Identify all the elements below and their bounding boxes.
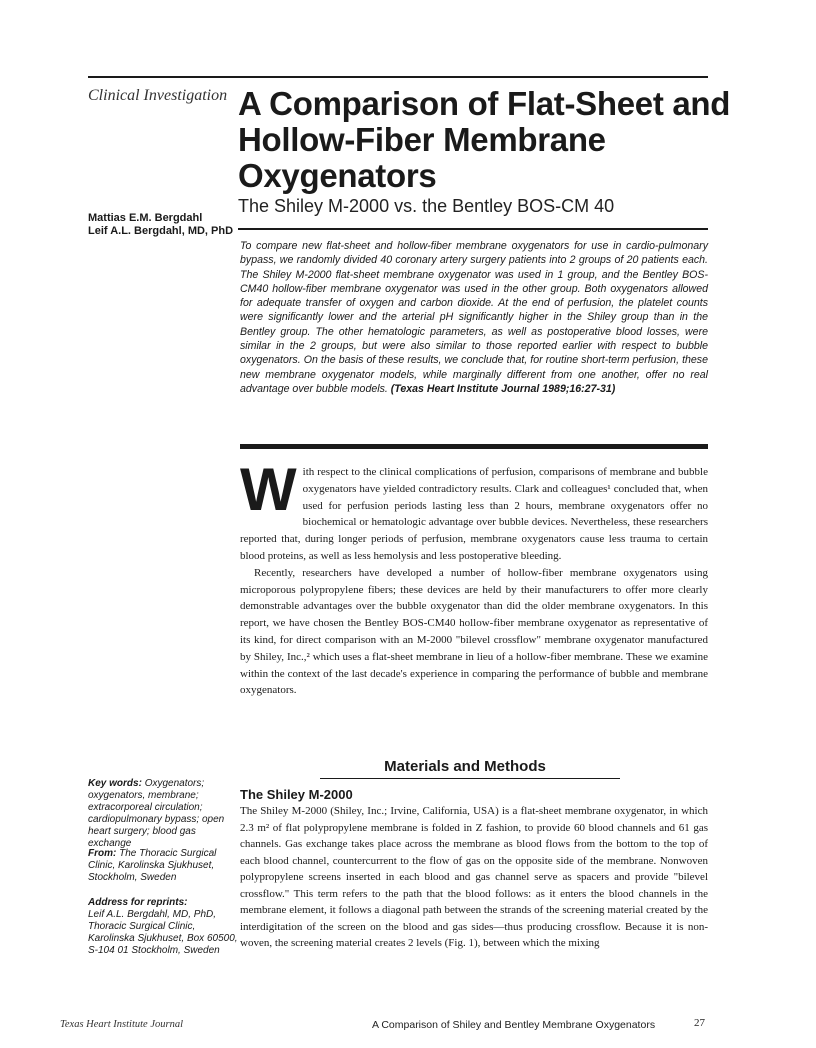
author-name: Mattias E.M. Bergdahl <box>88 212 203 224</box>
author-list <box>88 212 248 238</box>
abstract-text: To compare new flat-sheet and hollow-fiber membrane oxygenators for use in cardio-pulmonary bypass, we randomly divided 40 coronary artery surgery patients into 2 groups of 20 patients each. The Shiley M-2000 flat-sheet membrane oxygenator was used in 1 group, and the Bentley BOS-CM40 hollow-fiber membrane oxygenator was used in the other group. Both oxygenators allowed for adequate transfer of oxygen and carbon dioxide. At the end of perfusion, the platelet counts were significantly lower and the arterial pH significantly higher in the Shiley group than in the Bentley group. The other hematologic parameters, as well as postoperative blood losses, were similar in the 2 groups, but were also similar to those reported earlier with respect to bubble oxygenators. On the basis of these results, we conclude that, for routine short-term perfusion, these new membrane oxygenator models, while marginally different from one another, offer no real advantage over bubble models. <box>240 240 708 395</box>
reprints-block <box>88 897 238 957</box>
page-number: 27 <box>694 1017 705 1029</box>
methods-body <box>240 803 708 952</box>
abstract-rule <box>240 444 708 449</box>
methods-heading-rule <box>320 778 620 779</box>
article-title: A Comparison of Flat-Sheet and Hollow-Fiber Membrane Oxygenators <box>238 85 731 194</box>
abstract-citation: (Texas Heart Institute Journal 1989;16:27-31) <box>390 382 616 395</box>
keywords-text: Oxygenators; oxygenators, membrane; extracorporeal circulation; cardiopulmonary bypass; open heart surgery; blood gas exchange <box>88 778 225 849</box>
abstract <box>240 239 708 396</box>
keywords-block <box>88 778 238 850</box>
drop-cap: W <box>240 456 297 523</box>
intro-text-1: ith respect to the clinical complications of perfusion, comparisons of membrane and bubble oxygenators have yielded contradictory results. Clark and colleagues¹ concluded that, when used for perfusion periods lasting less than 2 hours, membrane oxygenators offer no biochemical or hematologic advantage over bubble devices. Nevertheless, these researchers reported that, during longer periods of perfusion, membrane oxygenators cause less trauma to certain blood proteins, as well as less hemolysis and less postoperative bleeding. <box>240 466 708 562</box>
article-subtitle: The Shiley M-2000 vs. the Bentley BOS-CM 40 <box>238 196 615 216</box>
from-label: From: <box>88 848 117 859</box>
address-text: Leif A.L. Bergdahl, MD, PhD, Thoracic Surgical Clinic, Karolinska Sjukhuset, Box 60500, S-104 01 Stockholm, Sweden <box>88 909 238 956</box>
subsection-heading: The Shiley M-2000 <box>240 787 353 802</box>
intro-paragraph-2: Recently, researchers have developed a number of hollow-fiber membrane oxygenators using microporous polypropylene fibers; these devices are held by their manufacturers to offer more clearly demonstrable advantages over the bubble oxygenator than did the older membrane oxygenators. In this report, we have chosen the Bentley BOS-CM40 hollow-fiber membrane oxygenator as representative of its kind, for direct comparison with an M-2000 "bilevel crossflow" membrane oxygenator manufactured by Shiley, Inc.,² which uses a flat-sheet membrane in lieu of a hollow-fiber membrane. These we examine within the context of the last decade's experience in comparing the performance of bubble and membrane oxygenators. <box>240 566 708 697</box>
top-rule <box>88 76 708 78</box>
intro-paragraph-1 <box>240 456 708 565</box>
address-label: Address for reprints: <box>88 897 188 908</box>
introduction <box>240 456 708 699</box>
affiliation-block <box>88 848 238 884</box>
title-rule <box>238 228 708 230</box>
section-label: Clinical Investigation <box>88 87 228 104</box>
footer-running-title: A Comparison of Shiley and Bentley Membrane Oxygenators <box>372 1019 656 1031</box>
methods-paragraph: The Shiley M-2000 (Shiley, Inc.; Irvine, California, USA) is a flat-sheet membrane oxygenator, in which 2.3 m² of flat polypropylene membrane is folded in Z fashion, to provide 60 blood channels and 61 gas channels. Gas exchange takes place across the membrane as blood flows from the bottom to the top of each blood channel, countercurrent to the flow of gas on the opposite side of the membrane. Nonwoven polypropylene screens inserted in each blood and gas channel serve as spacers and provide "bilevel crossflow." This term refers to the path that the blood follows: as it enters the blood channels in the membrane element, it follows a diagonal path between the strands of the screening material created by the interdigitation of the screen on the blood and gas sides—thus producing crossflow. Because it is non-woven, the screening material creates 2 levels (Fig. 1), between which the mixing <box>240 805 708 949</box>
author-name: Leif A.L. Bergdahl, MD, PhD <box>88 225 234 237</box>
section-heading: Materials and Methods <box>384 758 546 775</box>
footer-journal: Texas Heart Institute Journal <box>60 1019 183 1030</box>
from-text: The Thoracic Surgical Clinic, Karolinska Sjukhuset, Stockholm, Sweden <box>88 848 217 883</box>
keywords-label: Key words: <box>88 778 142 789</box>
